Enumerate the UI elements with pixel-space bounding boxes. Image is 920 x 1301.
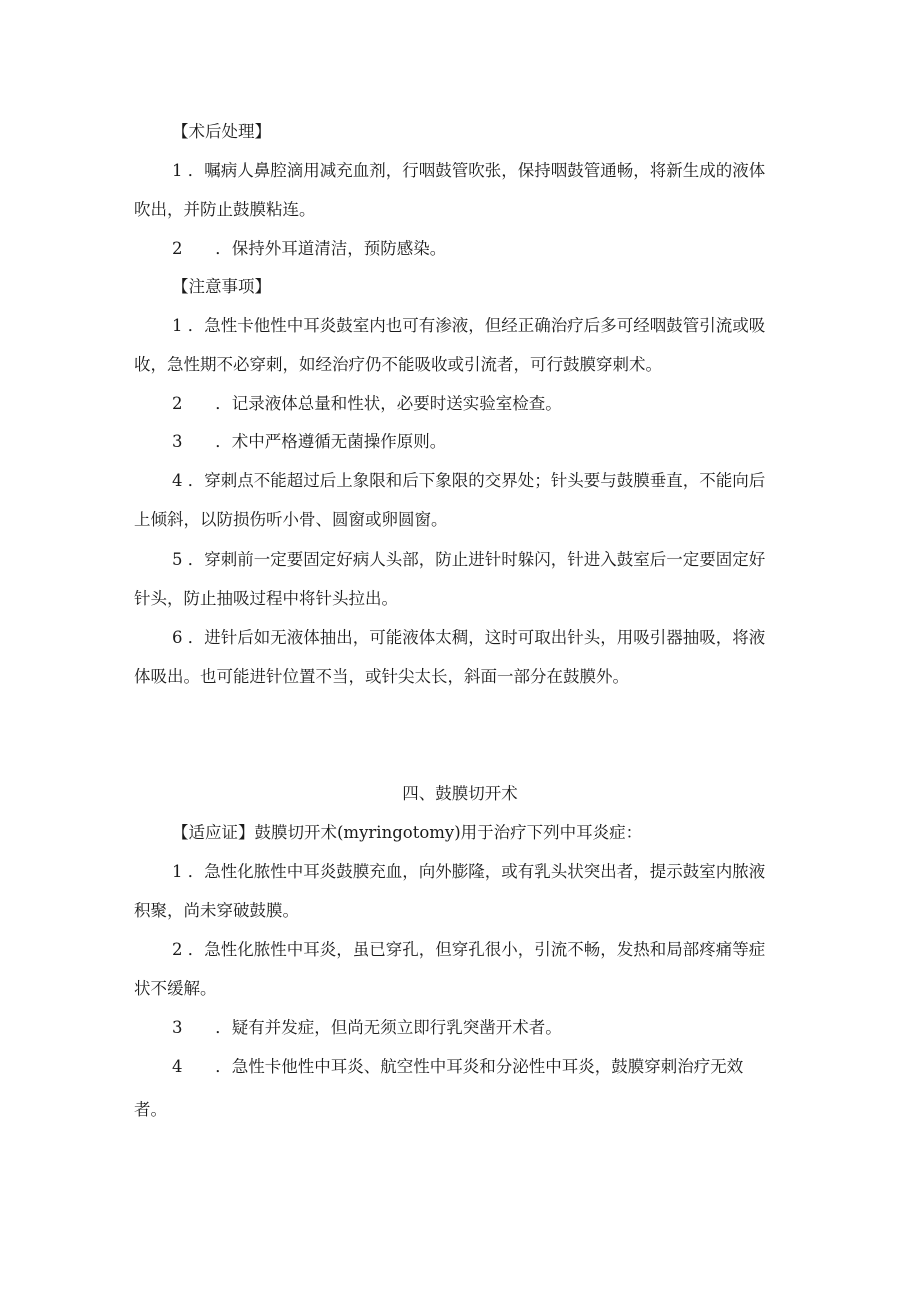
section-title-myringotomy: 四、鼓膜切开术 [402, 784, 518, 803]
item-text-continued: 吹出，并防止鼓膜粘连。 [134, 200, 316, 219]
item-text: ．术中严格遵循无菌操作原则。 [215, 432, 447, 451]
item-text: ．急性化脓性中耳炎，虽已穿孔，但穿孔很小，引流不畅，发热和局部疼痛等症 [187, 940, 766, 959]
item-text-continued: 状不缓解。 [134, 979, 217, 998]
list-item [172, 861, 920, 883]
list-item [172, 1017, 920, 1039]
item-number: 3 [172, 432, 183, 451]
item-text: ．穿刺前一定要固定好病人头部，防止进针时躲闪，针进入鼓室后一定要固定好 [187, 550, 766, 569]
item-text: ．进针后如无液体抽出，可能液体太稠，这时可取出针头，用吸引器抽吸，将液 [187, 628, 766, 647]
indication-label: 【适应证】 [172, 823, 255, 842]
section-header-post-op: 【术后处理】 [172, 122, 271, 141]
item-text: ．急性卡他性中耳炎鼓室内也可有渗液，但经正确治疗后多可经咽鼓管引流或吸 [187, 316, 766, 335]
list-item [172, 1056, 920, 1078]
item-text: ．疑有并发症，但尚无须立即行乳突凿开术者。 [215, 1018, 562, 1037]
item-number: 4 [172, 1057, 183, 1076]
list-item [172, 627, 920, 649]
list-item [172, 238, 920, 260]
list-item [172, 160, 920, 182]
item-text-continued: 体吸出。也可能进针位置不当，或针尖太长，斜面一部分在鼓膜外。 [134, 667, 629, 686]
item-text: ．急性卡他性中耳炎、航空性中耳炎和分泌性中耳炎，鼓膜穿刺治疗无效 [215, 1057, 744, 1076]
indication-text: 鼓膜切开术(myringotomy)用于治疗下列中耳炎症： [254, 823, 643, 842]
list-item [172, 549, 920, 571]
item-number: 2 [172, 940, 183, 959]
list-item [172, 939, 920, 961]
section-header-notes: 【注意事项】 [172, 277, 271, 296]
item-text-continued: 收，急性期不必穿刺，如经治疗仍不能吸收或引流者，可行鼓膜穿刺术。 [134, 355, 662, 374]
list-item [172, 470, 920, 492]
item-text-continued: 针头，防止抽吸过程中将针头拉出。 [134, 589, 398, 608]
item-number: 4 [172, 471, 183, 490]
item-text: ．嘱病人鼻腔滴用减充血剂，行咽鼓管吹张，保持咽鼓管通畅，将新生成的液体 [187, 161, 766, 180]
list-item [172, 315, 920, 337]
list-item [172, 393, 920, 415]
item-number: 5 [172, 550, 183, 569]
item-text: ．急性化脓性中耳炎鼓膜充血，向外膨隆，或有乳头状突出者，提示鼓室内脓液 [187, 862, 766, 881]
item-number: 6 [172, 628, 183, 647]
item-number: 2 [172, 239, 183, 258]
item-text: ．穿刺点不能超过后上象限和后下象限的交界处；针头要与鼓膜垂直，不能向后 [187, 471, 766, 490]
item-text: ．保持外耳道清洁，预防感染。 [215, 239, 447, 258]
item-text-continued: 积聚，尚未穿破鼓膜。 [134, 901, 299, 920]
item-number: 3 [172, 1018, 183, 1037]
item-text: ．记录液体总量和性状，必要时送实验室检查。 [215, 394, 562, 413]
item-text-continued: 上倾斜，以防损伤听小骨、圆窗或卵圆窗。 [134, 510, 448, 529]
item-number: 1 [172, 316, 183, 335]
list-item [172, 431, 920, 453]
item-number: 2 [172, 394, 183, 413]
item-text-continued: 者。 [134, 1100, 167, 1119]
indication-line [172, 822, 920, 844]
item-number: 1 [172, 161, 183, 180]
item-number: 1 [172, 862, 183, 881]
